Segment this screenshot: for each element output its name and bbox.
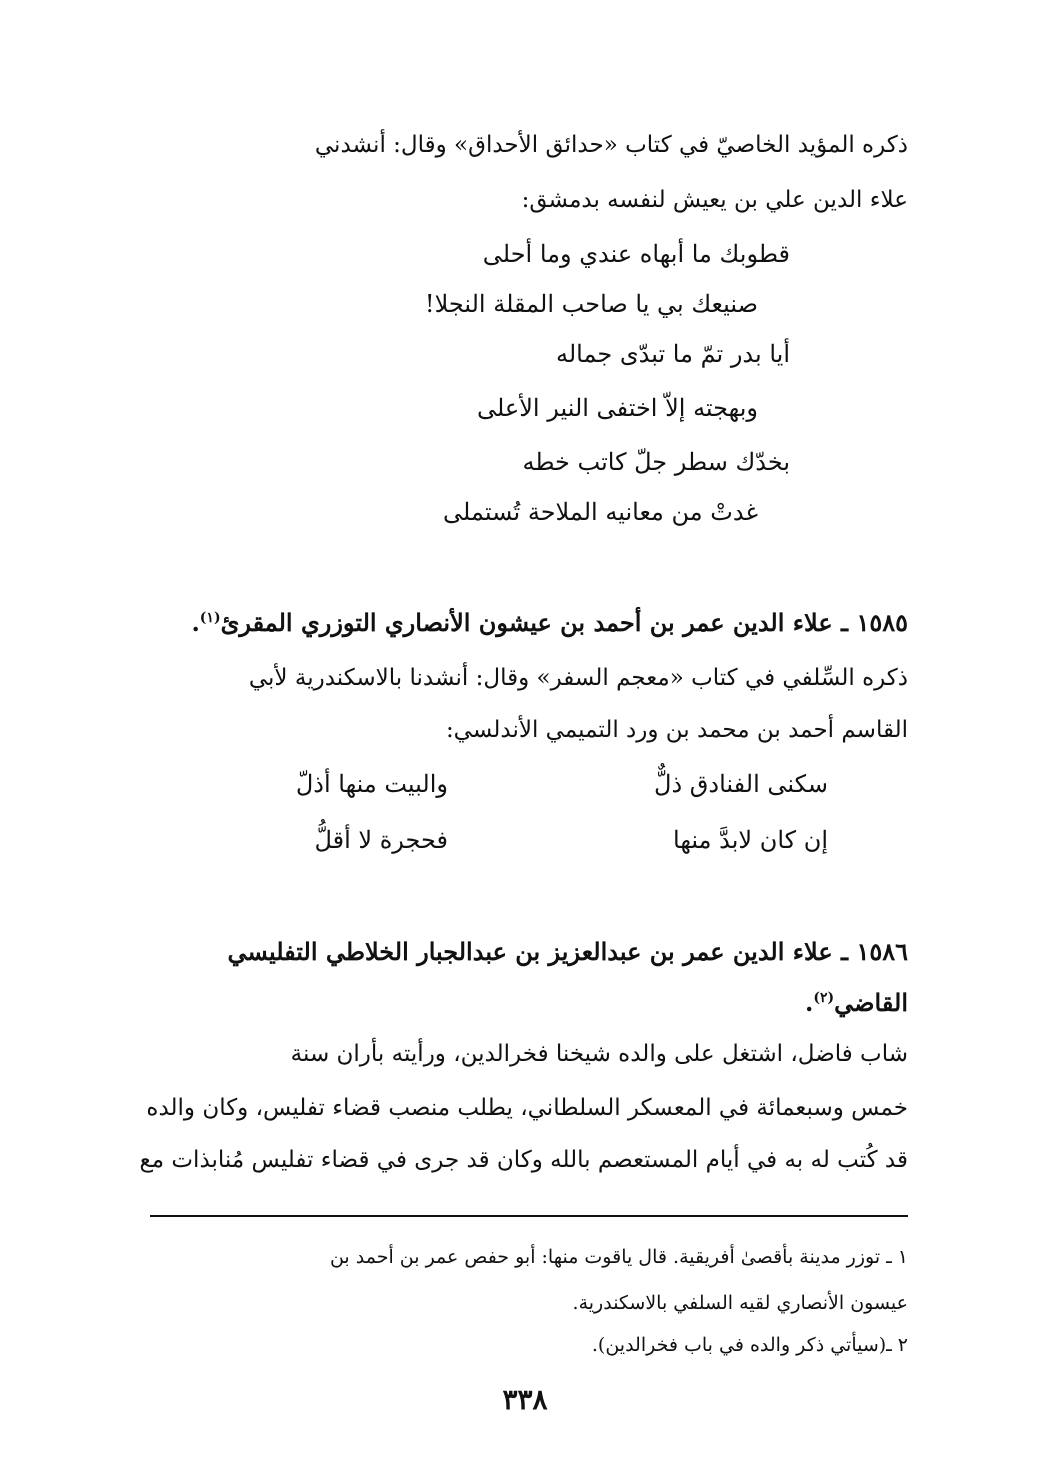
verse-1-first-hemistich: سكنى الفنادق ذلٌّ <box>654 770 828 798</box>
entry-1586-heading-line-2 <box>805 978 908 1023</box>
entry-1585-title: ١٥٨٥ ـ علاء الدين عمر بن أحمد بن عيشون الأنصاري التوزري المقرئ <box>220 608 908 637</box>
entry-1586-heading-line-1: ١٥٨٦ ـ علاء الدين عمر بن عبدالعزيز بن عبدالجبار الخلاطي التفليسي <box>227 937 908 966</box>
entry-1586-title-end: القاضي <box>834 988 908 1017</box>
poem1-line-2: صنيعك بي يا صاحب المقلة النجلا! <box>424 290 758 318</box>
verse-2-first-hemistich: إن كان لابدَّ منها <box>673 826 828 854</box>
poem1-line-3: أيا بدر تمّ ما تبدّى جماله <box>556 340 790 368</box>
entry-1586-body-line-2: خمس وسبعمائة في المعسكر السلطاني، يطلب منصب قضاء تفليس، وكان والده <box>146 1095 908 1121</box>
footnote-ref-2: (٢) <box>813 990 835 1006</box>
footnote-2: ٢ ـ(سيأتي ذكر والده في باب فخرالدين). <box>591 1334 908 1356</box>
entry-1586-body-line-3: قد كُتب له به في أيام المستعصم بالله وكان قد جرى في قضاء تفليس مُنابذات مع <box>139 1147 908 1173</box>
page-number: ٣٣٨ <box>502 1383 548 1416</box>
page-body <box>139 0 908 1475</box>
poem1-line-5: بخدّك سطر جلّ كاتب خطه <box>522 448 790 476</box>
entry-1585-line-2: القاسم أحمد بن محمد بن ورد التميمي الأندلسي: <box>445 717 908 743</box>
intro-line-1: ذكره المؤيد الخاصيّ في كتاب «حدائق الأحداق» وقال: أنشدني <box>314 132 908 158</box>
verse-1-second-hemistich: والبيت منها أذلّ <box>295 770 448 798</box>
poem1-line-4: وبهجته إلاّ اختفى النير الأعلى <box>476 394 758 422</box>
footnote-ref-1: (١) <box>199 610 221 626</box>
heading-period: . <box>191 608 200 637</box>
footnote-1-line-2: عيسون الأنصاري لقيه السلفي بالاسكندرية. <box>572 1292 908 1314</box>
intro-line-2: علاء الدين علي بن يعيش لنفسه بدمشق: <box>521 187 908 213</box>
poem1-line-6: غدتْ من معانيه الملاحة تُستملى <box>443 498 758 526</box>
heading-period: . <box>805 988 814 1017</box>
footnote-separator <box>150 1215 908 1217</box>
verse-2-second-hemistich: فحجرة لا أقلُّ <box>314 826 448 854</box>
entry-1586-body-line-1: شاب فاضل، اشتغل على والده شيخنا فخرالدين، ورأيته بأران سنة <box>290 1041 908 1067</box>
footnote-1-line-1: ١ ـ توزر مدينة بأقصىٰ أفريقية. قال ياقوت منها: أبو حفص عمر بن أحمد بن <box>329 1246 908 1268</box>
entry-1585-line-1: ذكره السِّلفي في كتاب «معجم السفر» وقال: أنشدنا بالاسكندرية لأبي <box>248 665 908 691</box>
entry-1585-heading <box>191 598 908 643</box>
poem1-line-1: قطوبك ما أبهاه عندي وما أحلى <box>482 240 790 268</box>
